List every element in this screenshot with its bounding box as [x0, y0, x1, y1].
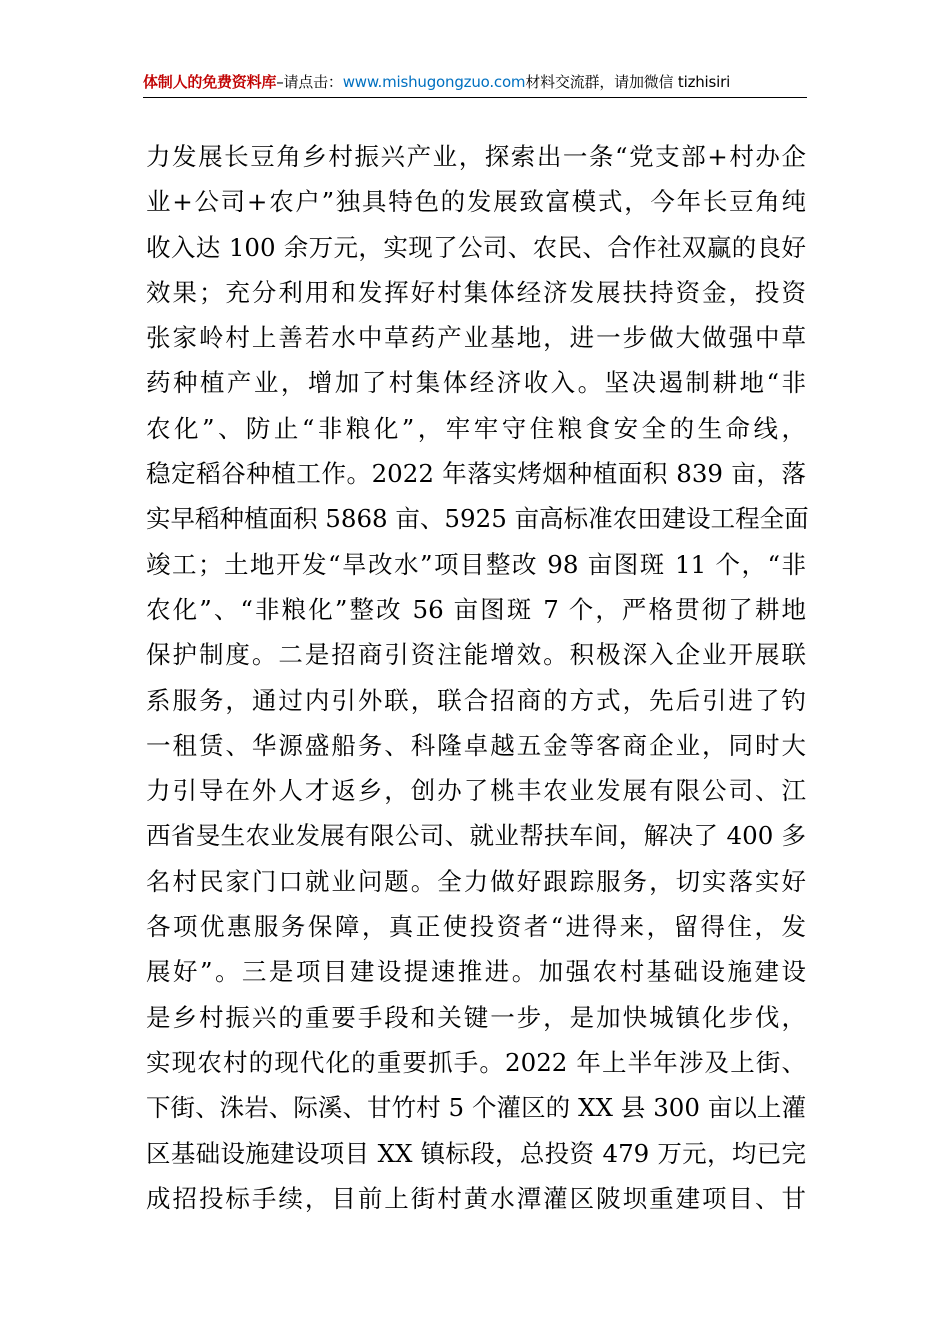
text-line: 力发展长豆角乡村振兴产业，探索出一条“党支部+村办企 — [146, 142, 806, 171]
header-wechat-note: 材料交流群，请加微信 tizhisiri — [525, 73, 731, 91]
document-body — [146, 134, 809, 1221]
text-line: 是乡村振兴的重要手段和关键一步，是加快城镇化步伐， — [146, 1002, 806, 1032]
page-header — [143, 68, 807, 96]
header-url-link[interactable]: www.mishugongzuo.com — [342, 73, 526, 91]
text-line: 一租赁、华源盛船务、科隆卓越五金等客商企业，同时大 — [146, 730, 806, 760]
text-line: 下街、洙岩、际溪、甘竹村 5 个灌区的 XX 县 300 亩以上灌 — [146, 1093, 806, 1123]
text-line: 区基础设施建设项目 XX 镇标段，总投资 479 万元，均已完 — [146, 1138, 806, 1168]
text-line: 实早稻种植面积 5868 亩、5925 亩高标准农田建设工程全面 — [146, 504, 809, 534]
text-line: 实现农村的现代化的重要抓手。2022 年上半年涉及上街、 — [146, 1047, 806, 1077]
text-line: 张家岭村上善若水中草药产业基地，进一步做大做强中草 — [146, 323, 806, 353]
header-click-prompt: –请点击： — [276, 73, 343, 91]
text-line: 稳定稻谷种植工作。2022 年落实烤烟种植面积 839 亩，落 — [146, 459, 806, 489]
text-line: 农化”、“非粮化”整改 56 亩图斑 7 个，严格贯彻了耕地 — [146, 594, 806, 624]
text-line: 系服务，通过内引外联，联合招商的方式，先后引进了钓 — [146, 685, 806, 715]
text-line: 各项优惠服务保障，真正使投资者“进得来，留得住，发 — [146, 912, 806, 942]
text-line: 药种植产业，增加了村集体经济收入。坚决遏制耕地“非 — [146, 368, 806, 398]
text-line: 名村民家门口就业问题。全力做好跟踪服务，切实落实好 — [146, 866, 806, 896]
header-divider — [143, 97, 807, 98]
header-brand: 体制人的免费资料库 — [143, 73, 277, 91]
text-line: 力引导在外人才返乡，创办了桃丰农业发展有限公司、江 — [146, 776, 806, 806]
text-line: 收入达 100 余万元，实现了公司、农民、合作社双赢的良好 — [146, 232, 806, 262]
text-line: 业+公司+农户”独具特色的发展致富模式，今年长豆角纯 — [146, 187, 806, 217]
text-line: 效果；充分利用和发挥好村集体经济发展扶持资金，投资 — [146, 277, 806, 307]
text-line: 西省旻生农业发展有限公司、就业帮扶车间，解决了 400 多 — [146, 821, 806, 851]
text-line: 竣工；土地开发“旱改水”项目整改 98 亩图斑 11 个，“非 — [146, 549, 806, 579]
text-line: 保护制度。二是招商引资注能增效。积极深入企业开展联 — [146, 640, 806, 670]
text-line: 农化”、防止“非粮化”，牢牢守住粮食安全的生命线， — [146, 413, 806, 443]
text-line: 成招投标手续，目前上街村黄水潭灌区陂坝重建项目、甘 — [146, 1183, 806, 1213]
text-line: 展好”。三是项目建设提速推进。加强农村基础设施建设 — [146, 957, 806, 987]
